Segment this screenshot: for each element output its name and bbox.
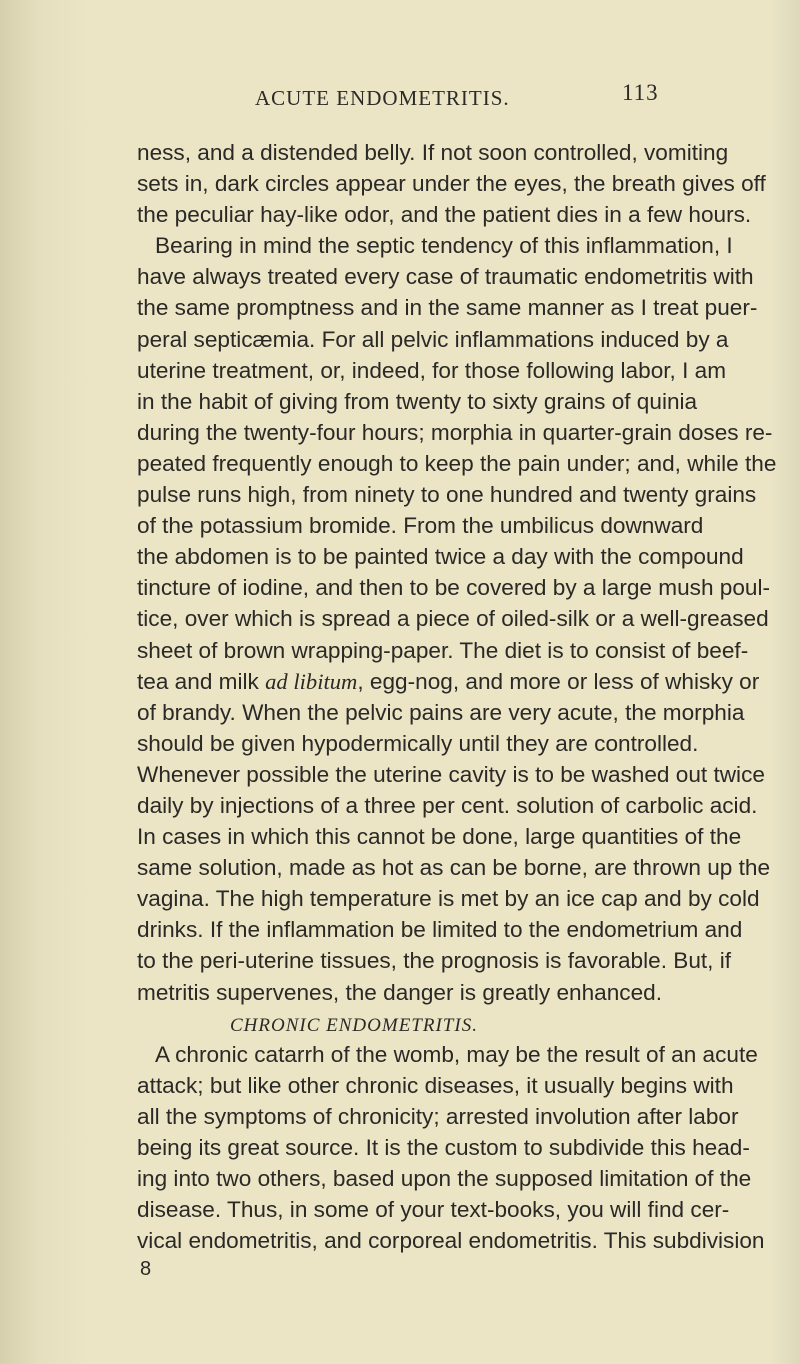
- text-line: have always treated every case of traumatic endometritis with: [137, 264, 754, 290]
- text-line: disease. Thus, in some of your text-books, you will find cer-: [137, 1197, 730, 1223]
- text-line: sets in, dark circles appear under the eyes, the breath gives off: [137, 171, 766, 197]
- text-line: in the habit of giving from twenty to sixty grains of quinia: [137, 388, 698, 414]
- text-line: metritis supervenes, the danger is greatly enhanced.: [137, 979, 662, 1005]
- text-line: being its great source. It is the custom to subdivide this head-: [137, 1134, 750, 1160]
- section-heading: CHRONIC ENDOMETRITIS.: [230, 1014, 478, 1036]
- text-line: [137, 666, 762, 697]
- text-line: vical endometritis, and corporeal endometritis. This subdivision: [137, 1228, 765, 1254]
- text-line: A chronic catarrh of the womb, may be the result of an acute: [155, 1041, 758, 1067]
- text-line: ness, and a distended belly. If not soon controlled, vomiting: [137, 140, 729, 165]
- text-line: same solution, made as hot as can be borne, are thrown up the: [137, 855, 771, 881]
- text-line: sheet of brown wrapping-paper. The diet is to consist of beef-: [137, 637, 749, 663]
- text-line: drinks. If the inflammation be limited to the endometrium and: [137, 917, 743, 943]
- text-fragment: tea and milk: [137, 668, 266, 694]
- text-line: the abdomen is to be painted twice a day with the compound: [137, 544, 744, 570]
- text-line: peral septicæmia. For all pelvic inflammations induced by a: [137, 326, 729, 352]
- text-line: In cases in which this cannot be done, large quantities of the: [137, 824, 742, 850]
- text-line: pulse runs high, from ninety to one hundred and twenty grains: [137, 482, 757, 508]
- text-line: Bearing in mind the septic tendency of this inflammation, I: [155, 233, 733, 259]
- text-line: peated frequently enough to keep the pain under; and, while the: [137, 450, 777, 476]
- text-line: tincture of iodine, and then to be covered by a large mush poul-: [137, 575, 771, 601]
- text-line: Whenever possible the uterine cavity is to be washed out twice: [137, 761, 765, 787]
- text-line: the peculiar hay-like odor, and the patient dies in a few hours.: [137, 202, 752, 228]
- latin-phrase: ad libitum: [265, 668, 358, 694]
- text-line: vagina. The high temperature is met by an ice cap and by cold: [137, 886, 760, 912]
- text-line: to the peri-uterine tissues, the prognosis is favorable. But, if: [137, 948, 732, 974]
- signature-mark: 8: [140, 1258, 152, 1281]
- text-line: all the symptoms of chronicity; arrested involution after labor: [137, 1103, 739, 1129]
- text-line: should be given hypodermically until they are controlled.: [137, 730, 699, 756]
- text-line: uterine treatment, or, indeed, for those following labor, I am: [137, 357, 727, 383]
- text-line: tice, over which is spread a piece of oiled-silk or a well-greased: [137, 606, 769, 632]
- text-line: ing into two others, based upon the supposed limitation of the: [137, 1166, 752, 1191]
- body-text: [137, 137, 777, 1282]
- text-line: of brandy. When the pelvic pains are very acute, the morphia: [137, 699, 745, 725]
- text-line: during the twenty-four hours; morphia in quarter-grain doses re-: [137, 419, 773, 445]
- page-number: 113: [622, 80, 659, 105]
- text-line: daily by injections of a three per cent. solution of carbolic acid.: [137, 792, 758, 818]
- running-head: ACUTE ENDOMETRITIS.: [255, 86, 510, 110]
- text-line: of the potassium bromide. From the umbilicus downward: [137, 513, 704, 539]
- text-line: the same promptness and in the same manner as I treat puer-: [137, 295, 758, 321]
- text-fragment: , egg-nog, and more or less of whisky or: [357, 668, 760, 694]
- text-line: attack; but like other chronic diseases, it usually begins with: [137, 1072, 734, 1098]
